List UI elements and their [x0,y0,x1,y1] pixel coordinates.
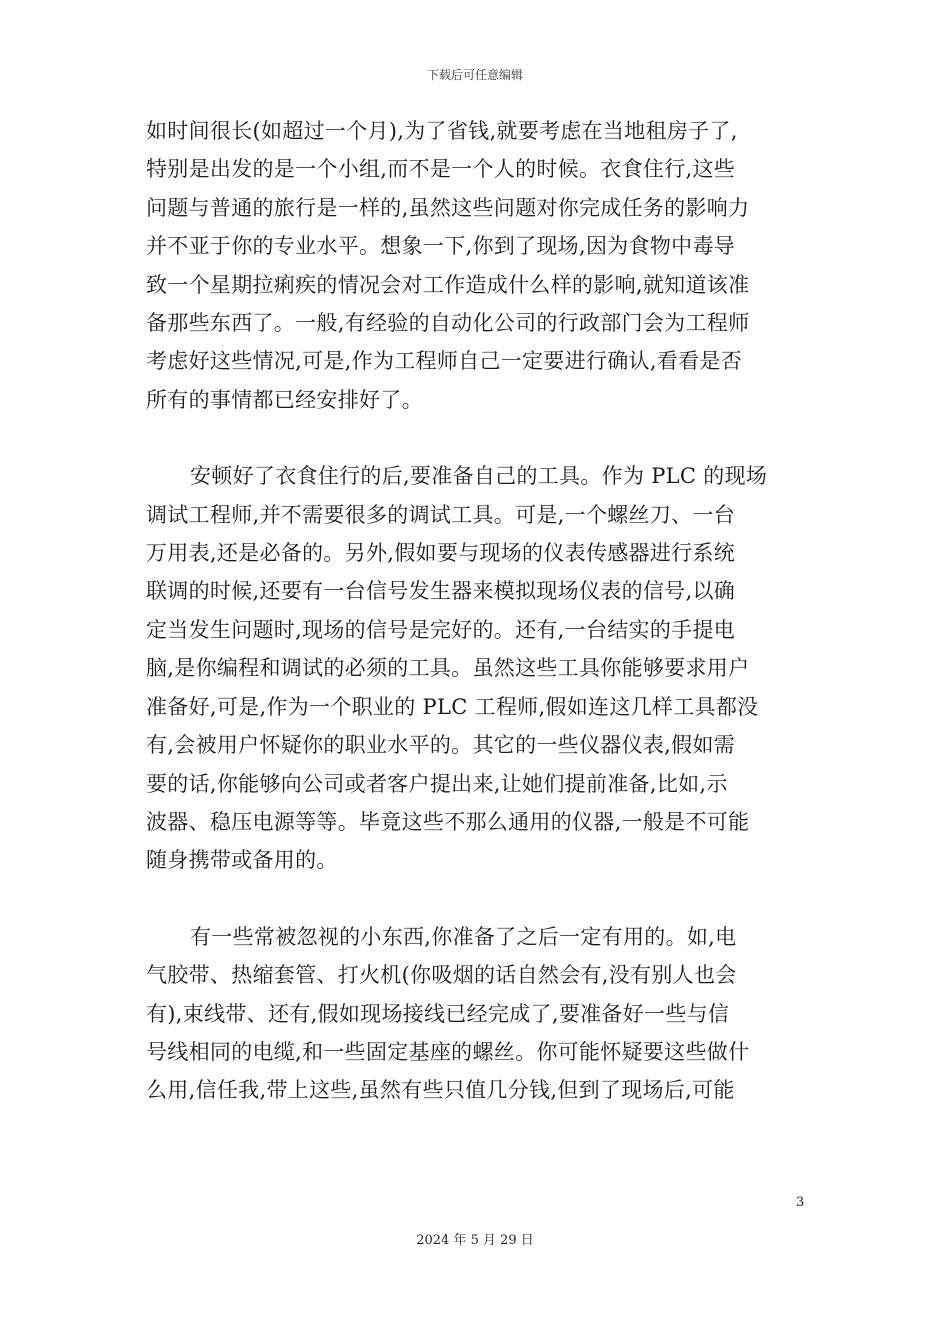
text-line: 万用表,还是必备的。另外,假如要与现场的仪表传感器进行系统 [146,541,736,566]
text-line: 有一些常被忽视的小东西,你准备了之后一定有用的。如,电 [190,924,737,949]
text-line: 有),束线带、还有,假如现场接线已经完成了,要准备好一些与信 [146,1001,730,1026]
text-line: 定当发生问题时,现场的信号是完好的。还有,一台结实的手提电 [146,617,736,642]
text-line: 考虑好这些情况,可是,作为工程师自己一定要进行确认,看看是否 [146,349,743,374]
text-line: 问题与普通的旅行是一样的,虽然这些问题对你完成任务的影响力 [146,195,750,220]
footer-date: 2024 年 5 月 29 日 [416,1233,534,1248]
text-line: 么用,信任我,带上这些,虽然有些只值几分钱,但到了现场后,可能 [146,1078,735,1103]
text-line: 随身携带或备用的。 [146,848,338,873]
text-line: 要的话,你能够向公司或者客户提出来,让她们提前准备,比如,示 [146,771,728,796]
text-line: 联调的时候,还要有一台信号发生器来模拟现场仪表的信号,以确 [146,579,736,604]
text-line: 所有的事情都已经安排好了。 [146,387,423,412]
text-line: 准备好,可是,作为一个职业的 PLC 工程师,假如连这几样工具都没 [146,694,759,719]
text-line: 特别是出发的是一个小组,而不是一个人的时候。衣食住行,这些 [146,157,736,182]
text-line: 调试工程师,并不需要很多的调试工具。可是,一个螺丝刀、一台 [146,502,736,527]
text-line: 并不亚于你的专业水平。想象一下,你到了现场,因为食物中毒导 [146,234,736,259]
text-line: 致一个星期拉痢疾的情况会对工作造成什么样的影响,就知道该准 [146,272,750,297]
page-footer [0,1229,950,1248]
text-line: 如时间很长(如超过一个月),为了省钱,就要考虑在当地租房子了, [146,119,738,143]
paragraph-2 [146,457,806,879]
page-header [0,66,950,83]
text-line: 波器、稳压电源等等。毕竟这些不那么通用的仪器,一般是不可能 [146,809,750,834]
document-body [146,112,806,1110]
page-number: 3 [796,1195,805,1210]
text-line: 安顿好了衣食住行的后,要准备自己的工具。作为 PLC 的现场 [190,464,768,489]
text-line: 气胶带、热缩套管、打火机(你吸烟的话自然会有,没有别人也会 [146,963,737,988]
header-text: 下载后可任意编辑 [426,68,523,82]
text-line: 脑,是你编程和调试的必须的工具。虽然这些工具你能够要求用户 [146,656,750,681]
text-line: 号线相同的电缆,和一些固定基座的螺丝。你可能怀疑要这些做什 [146,1039,750,1064]
text-line: 有,会被用户怀疑你的职业水平的。其它的一些仪器仪表,假如需 [146,733,736,758]
paragraph-1 [146,112,806,419]
paragraph-3 [146,918,806,1110]
text-line: 备那些东西了。一般,有经验的自动化公司的行政部门会为工程师 [146,311,750,336]
